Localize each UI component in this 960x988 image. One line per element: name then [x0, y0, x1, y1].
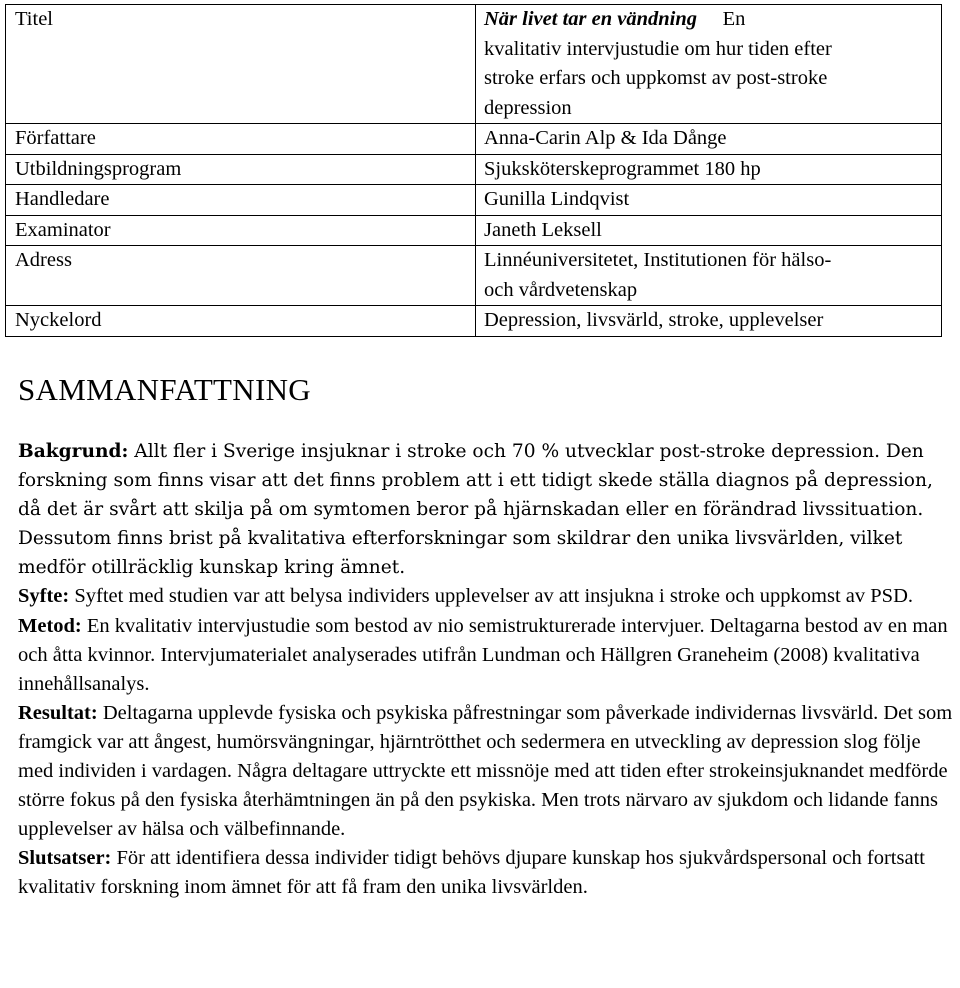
meta-label-authors: Författare [6, 124, 476, 155]
meta-value-program: Sjuksköterskeprogrammet 180 hp [476, 154, 942, 185]
meta-label-supervisor: Handledare [6, 185, 476, 216]
metod-label: Metod: [18, 614, 82, 637]
metod-text: En kvalitativ intervjustudie som bestod av nio semistrukturerade intervjuer. Deltagarna bestod av en man och åtta kvinnor. Intervjumaterialet analyserades utifrån Lundman och Hällgren Graneheim (2008) kvalitativa innehållsanalys. [18, 614, 948, 695]
meta-label-program: Utbildningsprogram [6, 154, 476, 185]
meta-label-address: Adress [6, 246, 476, 306]
title-main: När livet tar en vändning [484, 8, 697, 30]
abstract-slutsatser [18, 844, 958, 902]
abstract-bakgrund [18, 437, 958, 582]
meta-label-title: Titel [6, 5, 476, 124]
meta-row-authors [6, 124, 942, 155]
bakgrund-label: Bakgrund: [18, 441, 129, 462]
abstract-metod [18, 612, 958, 699]
meta-row-examiner [6, 215, 942, 246]
meta-label-examiner: Examinator [6, 215, 476, 246]
resultat-text: Deltagarna upplevde fysiska och psykiska påfrestningar som påverkade individernas livsvärld. Det som framgick var att ångest, humörsvängningar, hjärntrötthet och sedermera en utveckling av depression slog följe med individen i vardagen. Några deltagare uttryckte ett missnöje med att tiden efter strokeinsjuknandet medförde större fokus på den fysiska återhämtningen än på den psykiska. Men trots närvaro av sjukdom och lidande fanns upplevelser av hälsa och välbefinnande. [18, 701, 953, 841]
meta-row-title [6, 5, 942, 124]
title-subtitle-line-2: kvalitativ intervjustudie om hur tiden efter [484, 37, 832, 60]
abstract-resultat [18, 699, 958, 844]
meta-row-program [6, 154, 942, 185]
meta-value-address [476, 246, 942, 306]
meta-row-supervisor [6, 185, 942, 216]
address-line-2: och vårdvetenskap [484, 278, 638, 301]
title-subtitle-line-4: depression [484, 96, 572, 119]
title-subtitle-line-3: stroke erfars och uppkomst av post-stroke [484, 67, 828, 89]
bakgrund-text: Allt fler i Sverige insjuknar i stroke och 70 % utvecklar post-stroke depression. Den forskning som finns visar att det finns problem att i ett tidigt skede ställa diagnos på depression, då det är svårt att skilja på om symtomen beror på hjärnskadan eller en förändrad livssituation. Dessutom finns brist på kvalitativa efterforskningar som skildrar den unika livsvärlden, vilket medför otillräcklig kunskap kring ämnet. [18, 441, 933, 579]
abstract-body [18, 437, 958, 903]
meta-value-authors: Anna-Carin Alp & Ida Dånge [476, 124, 942, 155]
meta-label-keywords: Nyckelord [6, 306, 476, 337]
meta-value-title [476, 5, 942, 124]
syfte-text: Syftet med studien var att belysa individers upplevelser av att insjukna i stroke och uppkomst av PSD. [69, 585, 914, 608]
thesis-metadata-table [5, 4, 942, 337]
title-subtitle-line-1: En [722, 8, 746, 30]
slutsatser-text: För att identifiera dessa individer tidigt behövs djupare kunskap hos sjukvårdspersonal och fortsatt kvalitativ forskning inom ämnet för att få fram den unika livsvärlden. [18, 847, 925, 899]
meta-value-examiner: Janeth Leksell [476, 215, 942, 246]
abstract-syfte [18, 582, 958, 611]
address-line-1: Linnéuniversitetet, Institutionen för hälso- [484, 249, 832, 271]
slutsatser-label: Slutsatser: [18, 847, 112, 870]
abstract-heading: SAMMANFATTNING [18, 372, 311, 407]
syfte-label: Syfte: [18, 585, 70, 608]
meta-value-supervisor: Gunilla Lindqvist [476, 185, 942, 216]
meta-row-address [6, 246, 942, 306]
resultat-label: Resultat: [18, 701, 98, 724]
meta-row-keywords [6, 306, 942, 337]
meta-value-keywords: Depression, livsvärld, stroke, upplevelser [476, 306, 942, 337]
